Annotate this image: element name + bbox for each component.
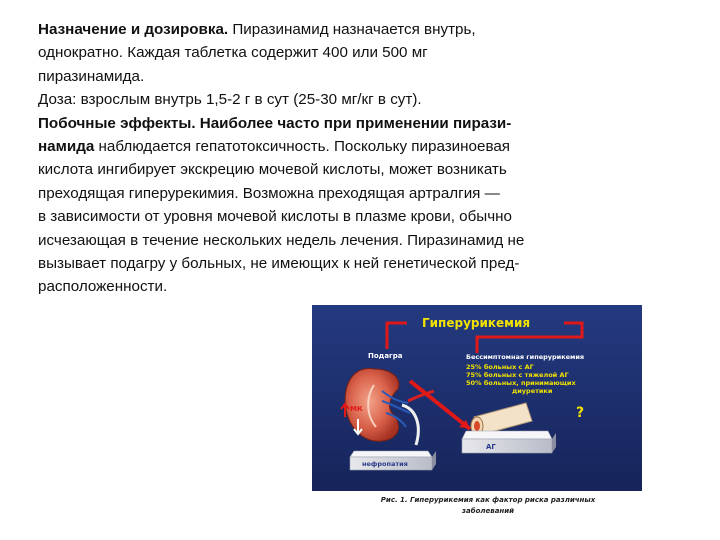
section-heading-dosage: Назначение и дозировка. [38,21,229,38]
text-line-10: исчезающая в течение нескольких недель лечения. Пиразинамид не [38,231,525,249]
article-text [38,18,688,299]
label-asymptomatic: Бессимптомная гиперурикемия [466,353,585,361]
text-line-6: намида наблюдается гепатотоксичность. Поскольку пиразиноевая [38,138,511,156]
stat-line-4: диуретики [512,387,553,395]
text-line-11: вызывает подагру у больных, не имеющих к ней генетической пред- [38,255,520,273]
label-ag: АГ [486,443,496,451]
figure-title: Гиперурикемия [422,316,531,330]
figure-caption [338,495,638,517]
text-line-8: преходящая гиперурекимия. Возможна преходящая артралгия — [38,184,500,202]
text-line-3: пиразинамида. [38,67,145,85]
box-nephropathy [350,451,436,470]
text-line-12: расположенности. [38,278,168,296]
text-line-4: Доза: взрослым внутрь 1,5-2 г в сут (25-30 мг/кг в сут). [38,91,422,109]
figure-diagram [312,305,642,491]
label-nephropathy: нефропатия [362,460,408,468]
question-mark: ? [576,405,585,421]
stat-line-3: 50% больных, принимающих [466,379,576,387]
text-line-9: в зависимости от уровня мочевой кислоты в плазме крови, обычно [38,208,512,226]
label-uk: МК [350,405,363,413]
text-line-7: кислота ингибирует экскрецию мочевой кислоты, может возникать [38,161,507,179]
figure-hyperuricemia [312,305,650,538]
caption-line-2: заболеваний [461,507,515,515]
box-ag [462,431,556,453]
text-line-1: Назначение и дозировка. Пиразинамид назначается внутрь, [38,21,476,38]
stat-line-1: 25% больных с АГ [466,363,534,371]
caption-line-1: Рис. 1. Гиперурикемия как фактор риска различных [380,496,596,504]
text-line-2: однократно. Каждая таблетка содержит 400 или 500 мг [38,44,428,62]
stat-line-2: 75% больных с тяжелой АГ [466,371,569,379]
section-heading-side-effects: Побочные эффекты. Наиболее часто при применении пирази- [38,114,512,132]
figure-panel [312,305,642,491]
label-gout: Подагра [368,352,403,360]
